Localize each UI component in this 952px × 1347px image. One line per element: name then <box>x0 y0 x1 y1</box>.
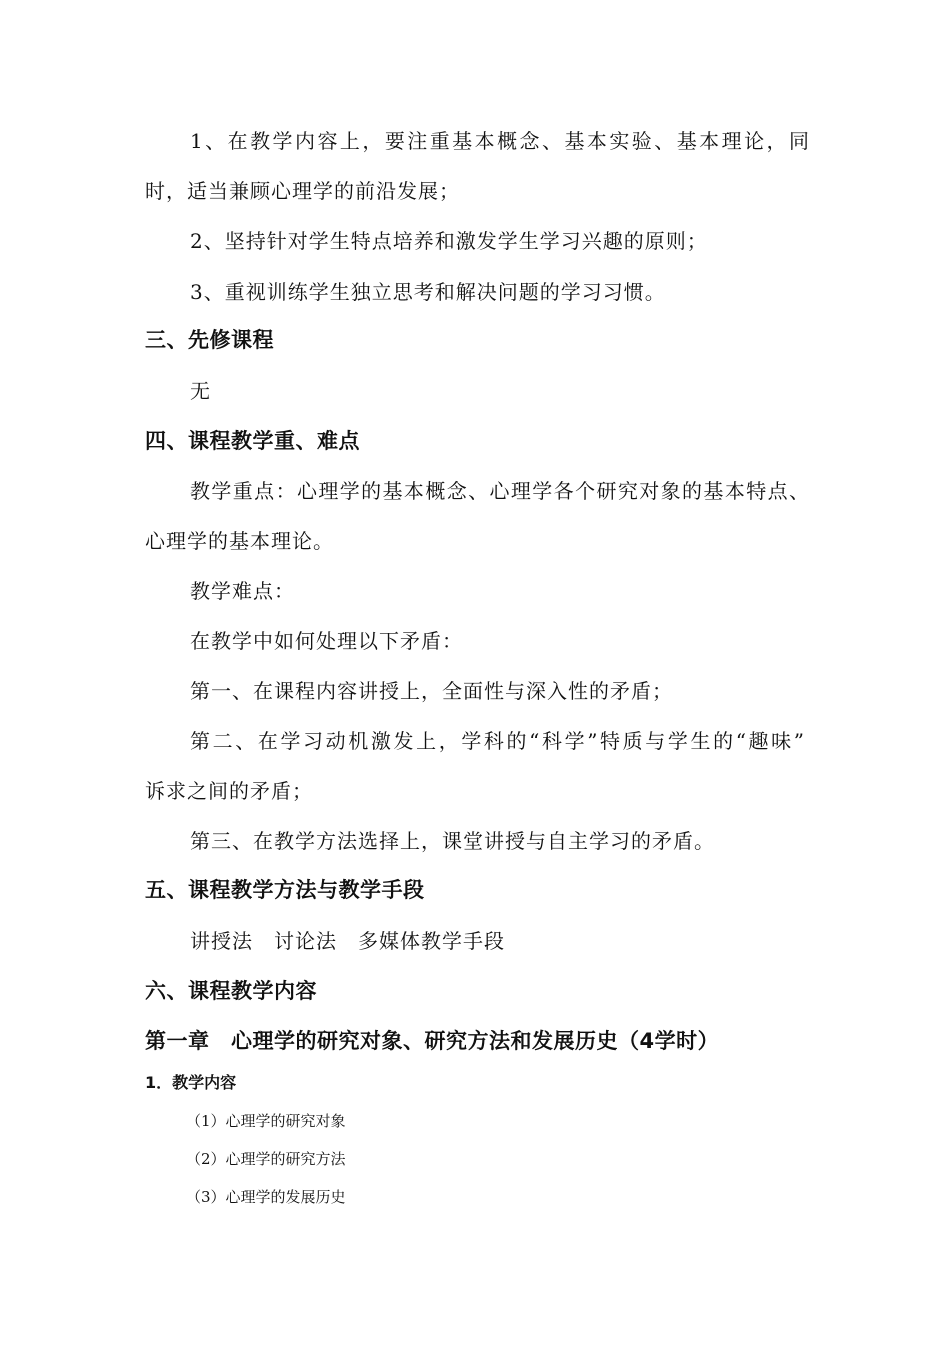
chapter-1-subsection-title: 1．教学内容 <box>145 1073 237 1092</box>
section-heading-prerequisites: 三、先修课程 <box>145 328 274 352</box>
chapter-1-item-2: （2）心理学的研究方法 <box>186 1150 346 1168</box>
section-heading-key-difficult-points: 四、课程教学重、难点 <box>145 429 360 453</box>
key-points-line-1: 教学重点：心理学的基本概念、心理学各个研究对象的基本特点、 <box>190 479 810 503</box>
difficulty-3: 第三、在教学方法选择上，课堂讲授与自主学习的矛盾。 <box>190 829 715 853</box>
principle-item-1-line-1: 1、在教学内容上，要注重基本概念、基本实验、基本理论，同 <box>190 129 810 153</box>
difficulty-2-line-1: 第二、在学习动机激发上，学科的“科学”特质与学生的“趣味” <box>190 729 805 753</box>
difficulties-intro: 在教学中如何处理以下矛盾： <box>190 629 463 653</box>
prerequisites-content: 无 <box>190 379 211 403</box>
principle-item-2: 2、坚持针对学生特点培养和激发学生学习兴趣的原则； <box>190 229 708 253</box>
methods-content: 讲授法 讨论法 多媒体教学手段 <box>190 929 505 953</box>
section-heading-content: 六、课程教学内容 <box>145 979 317 1003</box>
chapter-1-item-3: （3）心理学的发展历史 <box>186 1188 346 1206</box>
principle-item-1-line-2: 时，适当兼顾心理学的前沿发展； <box>145 179 460 203</box>
difficulty-1: 第一、在课程内容讲授上，全面性与深入性的矛盾； <box>190 679 673 703</box>
difficulty-2-line-2: 诉求之间的矛盾； <box>145 779 313 803</box>
section-heading-methods: 五、课程教学方法与教学手段 <box>145 878 425 902</box>
key-points-line-2: 心理学的基本理论。 <box>145 529 334 553</box>
difficulties-label: 教学难点： <box>190 579 295 603</box>
chapter-1-title: 第一章 心理学的研究对象、研究方法和发展历史（4学时） <box>145 1029 720 1053</box>
principle-item-3: 3、重视训练学生独立思考和解决问题的学习习惯。 <box>190 280 666 304</box>
chapter-1-item-1: （1）心理学的研究对象 <box>186 1112 346 1130</box>
